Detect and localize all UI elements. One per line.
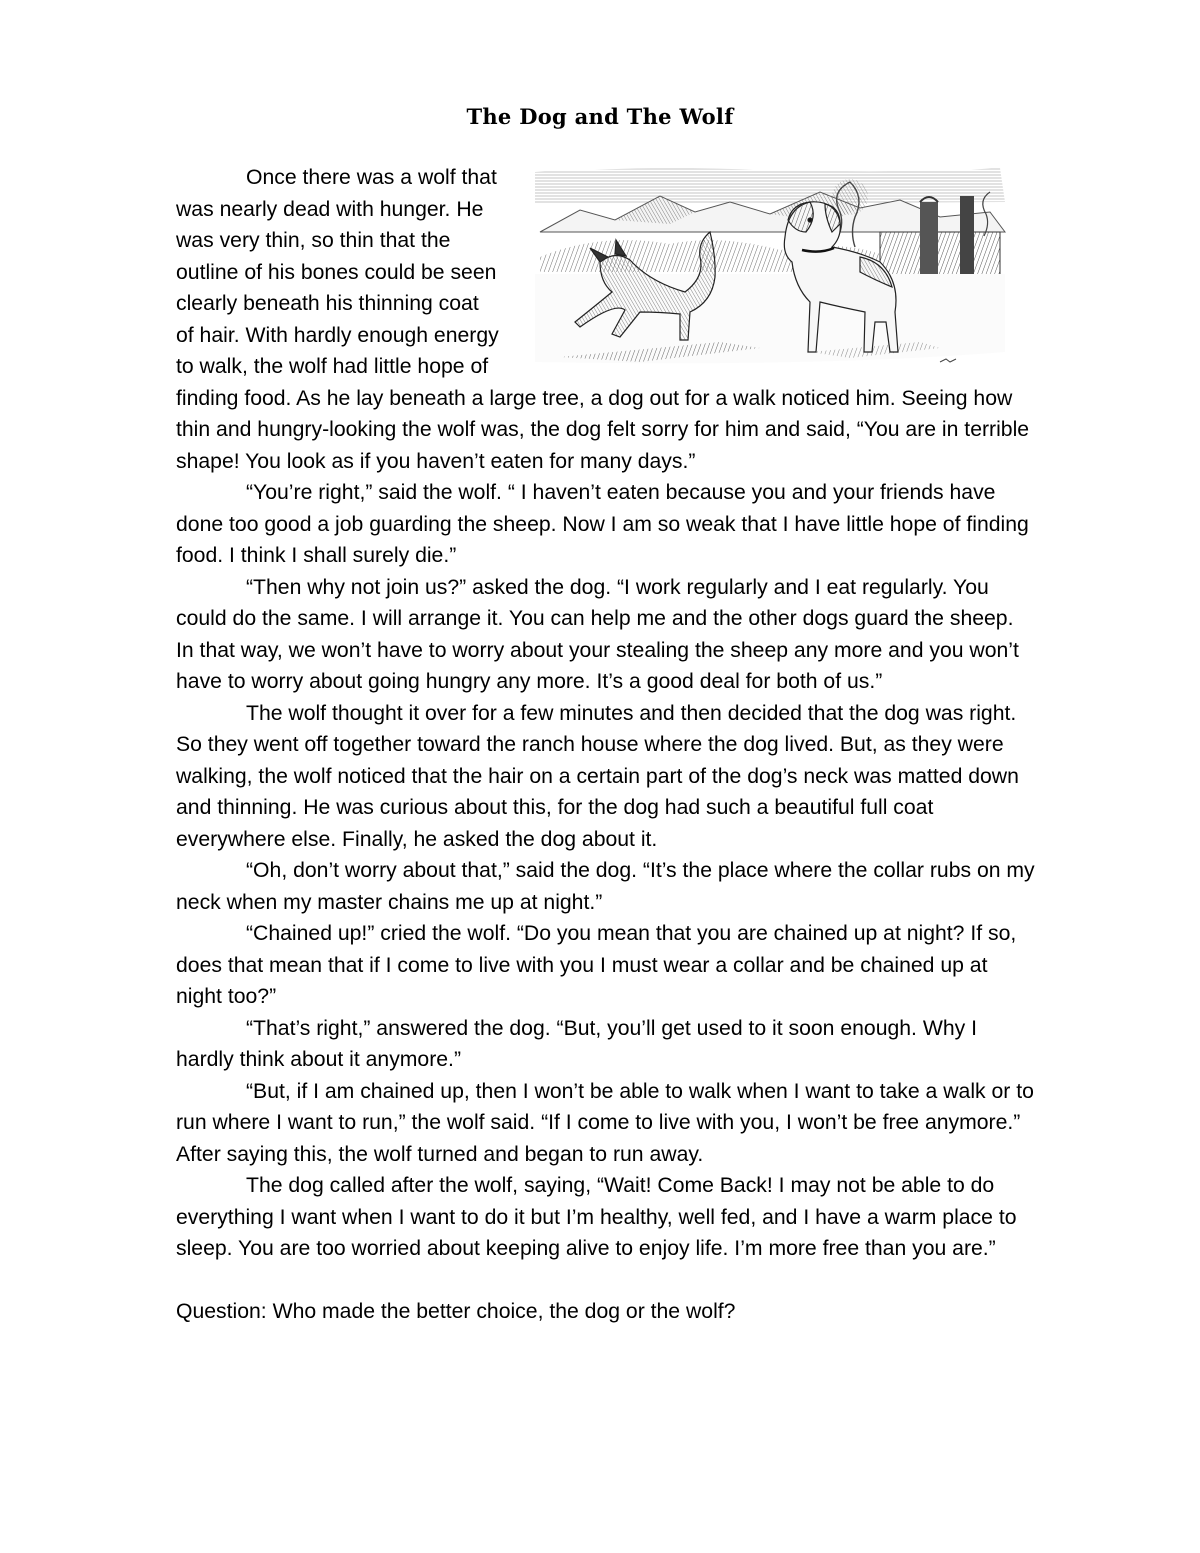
story-body bbox=[176, 162, 1036, 1328]
story-paragraph: “Then why not join us?” asked the dog. “I work regularly and I eat regularly. You could do the same. I will arrange it. You can help me and the other dogs guard the sheep. In that way, we won’t have to worry about your stealing the sheep any more and you won’t have to worry about going hungry any more. It’s a good deal for both of us.” bbox=[176, 575, 1019, 693]
wolf-and-dog-illustration bbox=[520, 162, 1020, 372]
story-paragraph: “Chained up!” cried the wolf. “Do you mean that you are chained up at night? If so, does that mean that if I come to live with you I must wear a collar and be chained up at night too?” bbox=[176, 922, 1017, 1008]
story-paragraph: Once there was a wolf that was nearly dead with hunger. He was very thin, so thin that the outline of his bones could be seen clearly beneath his thinning coat of hair. With hardly enough energy to walk, the wolf had little hope of finding food. As he lay beneath a large tree, a dog out for a walk noticed him. Seeing how thin and hungry-looking the wolf was, the dog felt sorry for him and said, “You are in terrible shape! You look as if you haven’t eaten for many days.” bbox=[176, 166, 1030, 473]
story-paragraph: The dog called after the wolf, saying, “Wait! Come Back! I may not be able to do everything I want when I want to do it but I’m healthy, well fed, and I have a warm place to sleep. You are too worried about keeping alive to enjoy life. I’m more free than you are.” bbox=[176, 1174, 1017, 1260]
story-paragraph: “That’s right,” answered the dog. “But, you’ll get used to it soon enough. Why I hardly think about it anymore.” bbox=[176, 1016, 977, 1071]
document-title: The Dog and The Wolf bbox=[466, 104, 734, 129]
story-paragraph: The wolf thought it over for a few minutes and then decided that the dog was right. So they went off together toward the ranch house where the dog lived. But, as they were walking, the wolf noticed that the hair on a certain part of the dog’s neck was matted down and thinning. He was curious about this, for the dog had such a beautiful full coat everywhere else. Finally, he asked the dog about it. bbox=[176, 701, 1019, 851]
story-paragraph: “But, if I am chained up, then I won’t be able to walk when I want to take a walk or to run where I want to run,” the wolf said. “If I come to live with you, I won’t be free anymore.” After saying this, the wolf turned and began to run away. bbox=[176, 1079, 1034, 1166]
discussion-question: Question: Who made the better choice, the dog or the wolf? bbox=[176, 1300, 736, 1323]
story-paragraph: “Oh, don’t worry about that,” said the dog. “It’s the place where the collar rubs on my neck when my master chains me up at night.” bbox=[176, 859, 1035, 914]
story-paragraph: “You’re right,” said the wolf. “ I haven’t eaten because you and your friends have done too good a job guarding the sheep. Now I am so weak that I have little hope of finding food. I think I shall surely die.” bbox=[176, 481, 1029, 567]
